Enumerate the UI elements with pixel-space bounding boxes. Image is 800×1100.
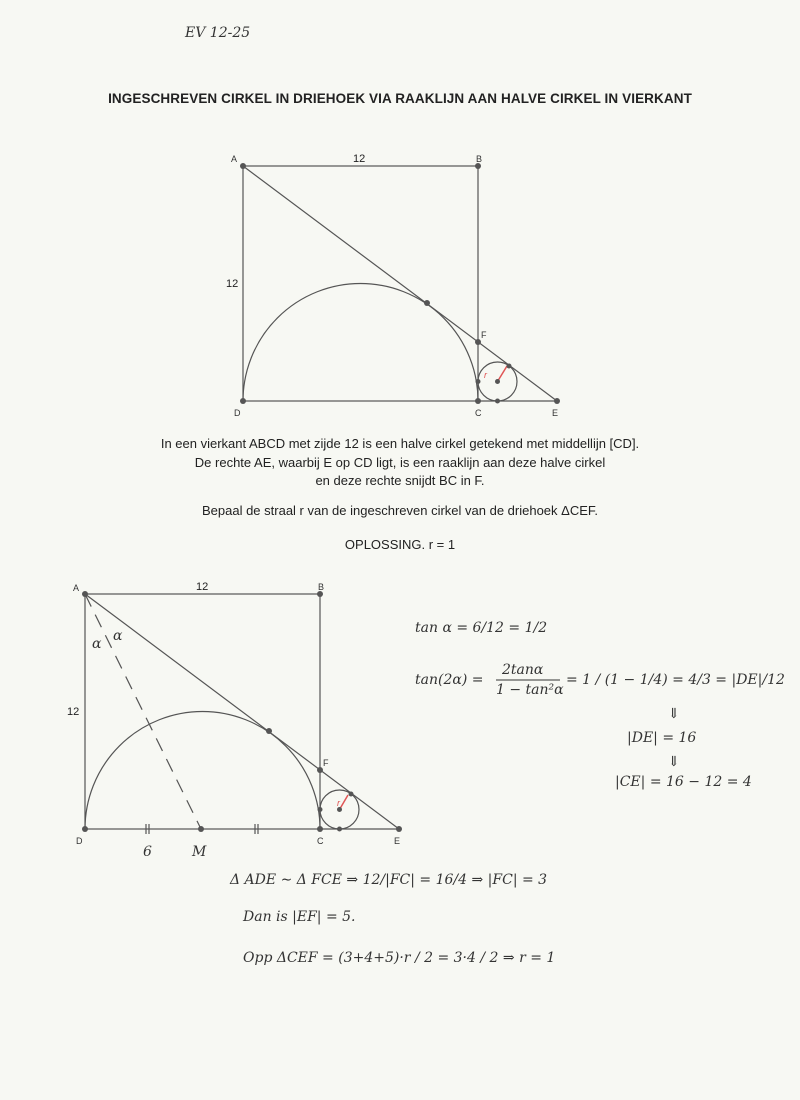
label-a: A	[231, 154, 238, 164]
hw-area: Opp ΔCEF = (3+4+5)·r / 2 = 3·4 / 2 ⇒ r = 1	[243, 950, 556, 966]
radius-line-2	[340, 795, 349, 810]
label-f-2: F	[323, 758, 329, 768]
angle-alpha-2: α	[113, 628, 123, 644]
point-c	[475, 398, 481, 404]
hw-similar: Δ ADE ∼ Δ FCE ⇒ 12/|FC| = 16/4 ⇒ |FC| = 3	[230, 872, 548, 888]
tangent-point	[424, 300, 430, 306]
label-b-2: B	[318, 582, 325, 592]
angle-alpha-1: α	[92, 636, 102, 652]
side-left-length: 12	[226, 278, 239, 290]
label-c-2: C	[317, 836, 324, 846]
hw-arrow-2: ⇓	[668, 754, 680, 770]
label-dm-length: 6	[143, 844, 152, 860]
incircle-touch-cf-2	[318, 807, 323, 812]
label-r-2: r	[337, 798, 340, 808]
point-c-2	[317, 826, 323, 832]
hw-tan-2alpha-rest: = 1 / (1 − 1/4) = 4/3 = |DE|/12	[566, 672, 785, 688]
hw-de: |DE| = 16	[627, 730, 697, 746]
label-d-2: D	[76, 836, 83, 846]
side-top-length: 12	[353, 153, 366, 165]
hw-arrow-1: ⇓	[668, 706, 680, 722]
problem-line-1: In een vierkant ABCD met zijde 12 is een halve cirkel getekend met middellijn [CD].	[160, 436, 640, 451]
radius-line	[498, 366, 508, 382]
point-a	[240, 163, 246, 169]
page-title: INGESCHREVEN CIRKEL IN DRIEHOEK VIA RAAKLIJN AAN HALVE CIRKEL IN VIERKANT	[108, 91, 692, 106]
label-r: r	[484, 370, 487, 380]
problem-statement	[0, 435, 800, 491]
label-b: B	[476, 154, 483, 164]
incircle-touch-ce	[495, 399, 500, 404]
point-e	[554, 398, 560, 404]
incircle-touch-ce-2	[337, 827, 342, 832]
problem-line-3: en deze rechte snijdt BC in F.	[315, 473, 485, 488]
label-a-2: A	[73, 583, 80, 593]
incircle-touch-ef	[507, 364, 512, 369]
handwritten-solution	[229, 620, 785, 966]
point-m	[198, 826, 204, 832]
label-d: D	[234, 408, 241, 418]
point-d	[240, 398, 246, 404]
half-circle	[243, 283, 478, 401]
problem-line-2: De rechte AE, waarbij E op CD ligt, is een raaklijn aan deze halve cirkel	[194, 454, 606, 470]
incircle-touch-ef-2	[349, 792, 354, 797]
hw-tan-2alpha-lhs: tan(2α) =	[415, 672, 484, 688]
problem-question: Bepaal de straal r van de ingeschreven cirkel van de driehoek ΔCEF.	[201, 503, 598, 518]
solution-label: OPLOSSING. r = 1	[344, 537, 456, 552]
label-e: E	[552, 408, 559, 418]
incircle-center	[495, 379, 500, 384]
label-c: C	[475, 408, 482, 418]
document-code: EV 12-25	[185, 25, 251, 41]
point-e-2	[396, 826, 402, 832]
hw-tan-2alpha-den: 1 − tan²α	[496, 682, 564, 698]
hw-tan-alpha: tan α = 6/12 = 1/2	[415, 620, 548, 636]
hw-tan-2alpha-num: 2tanα	[502, 662, 544, 678]
side-top-length-2: 12	[196, 581, 209, 593]
side-left-length-2: 12	[67, 706, 80, 718]
label-e-2: E	[394, 836, 401, 846]
hw-ce: |CE| = 16 − 12 = 4	[615, 774, 752, 790]
incircle-touch-cf	[476, 379, 481, 384]
hw-ef: Dan is |EF| = 5.	[243, 909, 356, 925]
bisector-am	[85, 594, 201, 829]
tangent-point-2	[266, 728, 272, 734]
half-circle-2	[85, 711, 320, 829]
label-f: F	[481, 330, 487, 340]
label-m: M	[192, 844, 207, 860]
point-a-2	[82, 591, 88, 597]
figure-2	[85, 594, 399, 834]
point-d-2	[82, 826, 88, 832]
